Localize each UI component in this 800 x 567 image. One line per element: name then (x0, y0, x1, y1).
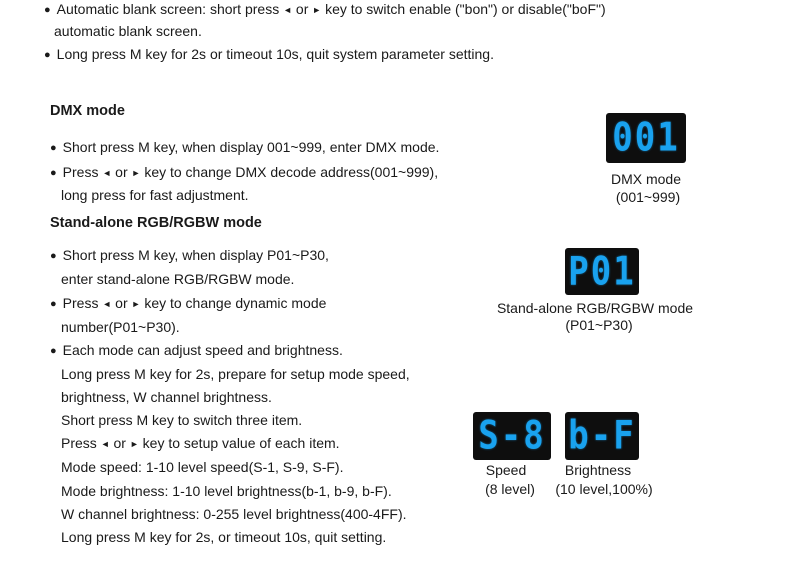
text: Automatic blank screen: short press (56, 1, 280, 17)
dmx-line-1 (50, 138, 439, 157)
text: or (115, 295, 128, 311)
segment-readout: b-F (568, 413, 636, 459)
text: key to setup value of each item. (142, 435, 340, 451)
speed-caption: Speed (485, 462, 527, 478)
speed-display (473, 412, 551, 460)
dmx-caption-range: (001~999) (615, 189, 681, 205)
standalone-display (565, 248, 639, 295)
dmx-heading: DMX mode (50, 103, 125, 119)
text: key to change dynamic mode (144, 295, 327, 311)
standalone-line-4: number(P01~P30). (61, 319, 180, 335)
text: or (295, 1, 309, 17)
note-quit (44, 45, 494, 64)
text: Short press M key, when display 001~999, enter DMX mode. (62, 139, 440, 155)
standalone-line-10: Mode speed: 1-10 level speed(S-1, S-9, S-F). (61, 459, 344, 475)
text: Press (62, 295, 99, 311)
standalone-line-12: W channel brightness: 0-255 level brightness(400-4FF). (61, 506, 407, 522)
brightness-caption: Brightness (564, 462, 632, 478)
standalone-caption-range: (P01~P30) (565, 317, 633, 333)
segment-readout: 001 (612, 115, 680, 161)
left-arrow-icon: ◄ (100, 439, 110, 449)
brightness-caption-level: (10 level,100%) (555, 481, 653, 497)
text: Short press M key, when display P01~P30, (62, 247, 329, 263)
dmx-caption: DMX mode (610, 171, 682, 187)
left-arrow-icon: ◄ (102, 299, 112, 309)
standalone-caption: Stand-alone RGB/RGBW mode (496, 300, 694, 316)
note-blank-screen (44, 0, 606, 19)
standalone-line-2: enter stand-alone RGB/RGBW mode. (61, 271, 295, 287)
standalone-heading: Stand-alone RGB/RGBW mode (50, 215, 262, 231)
standalone-line-1 (50, 246, 329, 265)
bullet: ● (44, 49, 51, 61)
bullet: ● (50, 345, 57, 357)
standalone-line-8: Short press M key to switch three item. (61, 412, 303, 428)
dmx-line-3: long press for fast adjustment. (61, 187, 249, 203)
standalone-line-13: Long press M key for 2s, or timeout 10s, quit setting. (61, 529, 387, 545)
text: key to change DMX decode address(001~999), (144, 164, 439, 180)
segment-readout: P01 (568, 248, 636, 295)
left-arrow-icon: ◄ (102, 168, 112, 178)
text: Press (61, 435, 97, 451)
left-arrow-icon: ◄ (283, 5, 293, 15)
text: Each mode can adjust speed and brightness. (62, 342, 343, 358)
bullet: ● (50, 250, 57, 262)
bullet: ● (50, 167, 57, 179)
text: Press (62, 164, 99, 180)
brightness-display (565, 412, 639, 460)
right-arrow-icon: ► (131, 299, 141, 309)
right-arrow-icon: ► (131, 168, 141, 178)
speed-caption-level: (8 level) (485, 481, 535, 497)
standalone-line-11: Mode brightness: 1-10 level brightness(b-1, b-9, b-F). (61, 483, 392, 499)
bullet: ● (44, 4, 51, 16)
dmx-line-2 (50, 163, 438, 182)
bullet: ● (50, 142, 57, 154)
text: or (115, 164, 128, 180)
standalone-line-6: Long press M key for 2s, prepare for setup mode speed, (61, 366, 410, 382)
dmx-display (606, 113, 686, 163)
text: Long press M key for 2s or timeout 10s, quit system parameter setting. (56, 46, 494, 62)
bullet: ● (50, 298, 57, 310)
segment-readout: S-8 (478, 413, 546, 459)
note-blank-screen-cont: automatic blank screen. (54, 23, 202, 39)
standalone-line-7: brightness, W channel brightness. (61, 389, 272, 405)
standalone-line-9 (61, 434, 340, 453)
text: or (113, 435, 126, 451)
text: key to switch enable ("bon") or disable("boF") (325, 1, 606, 17)
right-arrow-icon: ► (129, 439, 139, 449)
standalone-line-5 (50, 341, 343, 360)
standalone-line-3 (50, 294, 326, 313)
right-arrow-icon: ► (312, 5, 322, 15)
